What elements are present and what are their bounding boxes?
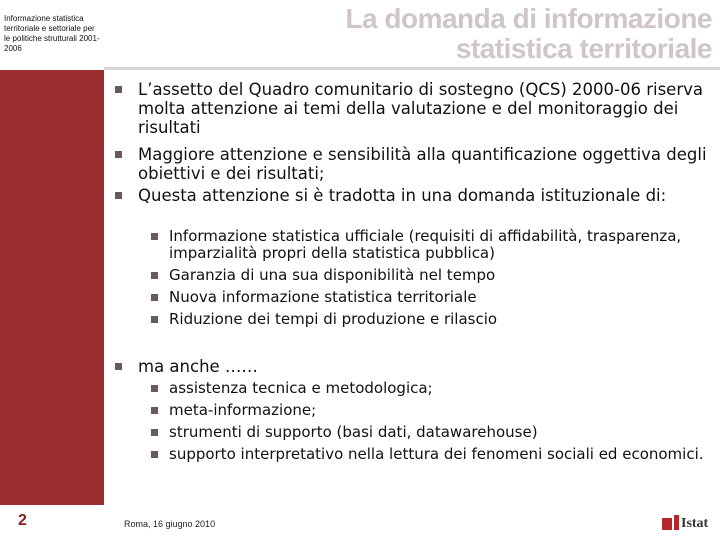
sub-bullet-item <box>169 402 714 419</box>
sub-bullet-item <box>169 289 714 306</box>
bullet-text: Questa attenzione si è tradotta in una domanda istituzionale di: <box>138 186 667 205</box>
square-bullet-icon <box>151 407 158 414</box>
square-bullet-icon <box>151 385 158 392</box>
bullet-item <box>138 145 712 183</box>
sub-bullet-item <box>169 424 714 441</box>
logo-mark-icon <box>662 518 672 530</box>
logo-mark-icon <box>674 515 679 530</box>
page-title <box>345 4 712 64</box>
sub-bullet-item <box>169 228 714 262</box>
square-bullet-icon <box>115 86 122 93</box>
footer-date: Roma, 16 giugno 2010 <box>124 519 216 529</box>
square-bullet-icon <box>151 294 158 301</box>
square-bullet-icon <box>151 451 158 458</box>
square-bullet-icon <box>115 363 122 370</box>
square-bullet-icon <box>151 429 158 436</box>
sub-bullet-item <box>169 446 714 463</box>
sub-bullet-item <box>169 267 714 284</box>
square-bullet-icon <box>151 316 158 323</box>
sub-bullet-item <box>169 311 714 328</box>
bullet-item <box>138 186 712 205</box>
sub-bullet-text: supporto interpretativo nella lettura dei fenomeni sociali ed economici. <box>169 445 704 463</box>
square-bullet-icon <box>151 272 158 279</box>
sidebar <box>0 0 104 540</box>
square-bullet-icon <box>115 151 122 158</box>
logo-text: Istat <box>681 516 709 531</box>
sub-bullet-text: Riduzione dei tempi di produzione e rilascio <box>169 310 498 328</box>
bullet-item <box>138 80 712 137</box>
bullet-item <box>138 357 712 376</box>
sub-bullet-text: Garanzia di una sua disponibilità nel tempo <box>169 266 496 284</box>
sidebar-band <box>0 70 104 505</box>
sub-bullet-text: assistenza tecnica e metodologica; <box>169 379 433 397</box>
istat-logo <box>662 515 714 533</box>
sub-bullet-text: meta-informazione; <box>169 401 317 419</box>
sub-bullet-item <box>169 380 714 397</box>
sub-bullet-text: Informazione statistica ufficiale (requisiti di affidabilità, trasparenza, imparzialità propri della statistica pubblica) <box>169 227 682 262</box>
sub-bullet-text: Nuova informazione statistica territoriale <box>169 288 477 306</box>
header-divider <box>104 67 720 70</box>
bullet-text: L’assetto del Quadro comunitario di sostegno (QCS) 2000-06 riserva molta attenzione ai temi della valutazione e del monitoraggio dei risultati <box>138 80 703 137</box>
bullet-text: ma anche …… <box>138 357 258 376</box>
sub-bullet-text: strumenti di supporto (basi dati, datawarehouse) <box>169 423 538 441</box>
sidebar-caption: Informazione statistica territoriale e settoriale per le politiche strutturali 2001-2006 <box>4 14 100 53</box>
slide-number: 2 <box>18 512 27 529</box>
title-line-2: statistica territoriale <box>455 33 712 64</box>
bullet-text: Maggiore attenzione e sensibilità alla quantificazione oggettiva degli obiettivi e dei risultati; <box>138 145 707 183</box>
square-bullet-icon <box>115 192 122 199</box>
title-line-1: La domanda di informazione <box>345 3 712 34</box>
square-bullet-icon <box>151 233 158 240</box>
